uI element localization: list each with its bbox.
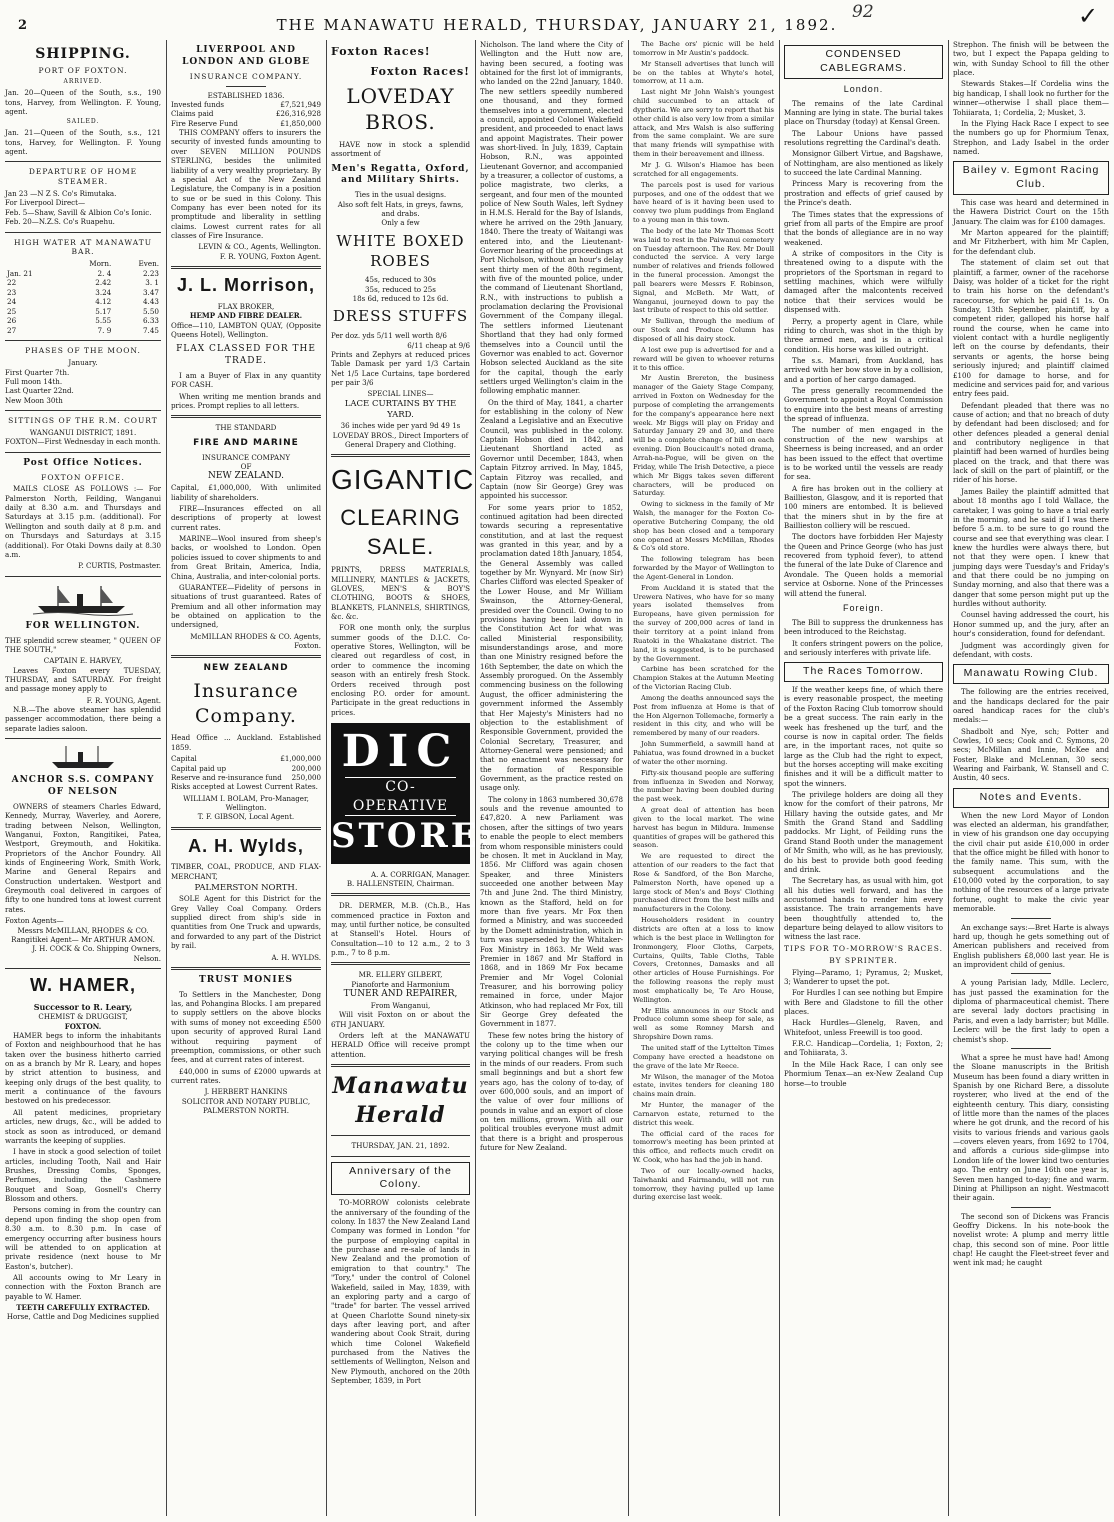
races-paragraph: The privilege holders are doing all they know for the comfort of their patrons, Mr Hillary having the outside gates, and Mr Smith the Grand Stand and Saddling paddocks. Mr Light, of Feilding runs the Grand Stand Booth under the management of Mr Smith, who will, as he has previously, do his best to provide both good feeding and drink. bbox=[784, 790, 943, 874]
cable-item: The Times states that the expressions of grief from all parts of the Empire are proof that the bonds of allegiance are in no way weakened. bbox=[784, 209, 943, 247]
robes-heading: WHITE BOXED ROBES bbox=[336, 231, 465, 270]
cable-item: The press generally recommended the Government to appoint a Royal Commission to enquire into the best means of arresting the spread of influenza. bbox=[784, 386, 943, 424]
dic-logo-sub: CO-OPERATIVE bbox=[345, 777, 456, 816]
bailey-paragraph: This case was heard and determined in the Hawera District Court on the 15th January. The claim was for £100 damages. bbox=[953, 198, 1109, 226]
lace-heading: LACE CURTAINS BY THE YARD. bbox=[344, 398, 457, 420]
court-heading: SITTINGS OF THE R.M. COURT bbox=[8, 416, 158, 426]
cable-item: The Labour Unions have passed resolutions regretting the Cardinal's death. bbox=[784, 128, 943, 148]
news-item: John Summerfield, a sawmill hand at Pahiatua, was found drowned in a bucket of water the other morning. bbox=[633, 740, 774, 766]
nzins-name: Insurance Company. bbox=[193, 680, 299, 728]
news-item: Owing to sickness in the family of Mr Walsh, the manager for the Foxton Co-operative Butchering Company, the old shop has been closed and a temporary one opened at Messrs McMillan, Rhodes & Co's old store. bbox=[633, 500, 774, 553]
bailey-heading: Bailey v. Egmont Racing Club. bbox=[953, 161, 1109, 195]
tip: Strephon. The finish will be between the two, but I expect the Papapa gelding to win, with Sunday School to fill the other place. bbox=[953, 40, 1109, 78]
column-6 bbox=[779, 40, 948, 1516]
morrison-sub2: HEMP AND FIBRE DEALER. bbox=[189, 311, 303, 321]
arrived-text: Jan. 20—Queen of the South, s.s., 190 tons, Harvey, from Wellington. F. Young, agent. bbox=[5, 88, 161, 116]
nzins-figure-row: Capital paid up 200,000 bbox=[171, 763, 321, 773]
robe-price: 18s 6d, reduced to 12s 6d. bbox=[352, 294, 449, 304]
article-paragraph: On the third of May, 1841, a charter for establishing in the colony of New Zealand a Legislative and an Executive Council, was published in the colony. Captain Hobson died in 1842, and Lieutenant Shortland acted as Governor until December, 1843, when Captain Fitzroy arrived. In May, 1845, Captain Fitzroy was recalled, and Captain (now Sir George) Grey was appointed his successor. bbox=[480, 397, 623, 501]
postmaster-sign: P. CURTIS, Postmaster. bbox=[78, 561, 161, 571]
hamer-p5: All accounts owing to Mr Leary in connection with the Foxton Branch are payable to W. Hamer. bbox=[5, 1272, 161, 1301]
hamer-town: FOXTON. bbox=[64, 1021, 102, 1031]
rowing-heading: Manawatu Rowing Club. bbox=[953, 664, 1109, 684]
news-item: Among the deaths announced says the Post from influenza at Home is that of the Hon Algernon Tollemache, formerly a resident in this city, and who will be remembered by many of our readers. bbox=[633, 693, 774, 738]
news-item: From Auckland it is stated that the Urewera Natives, who have for so many years isolated themselves from Europeans, have given permission for the survey of 200,000 acres of land in their territory at a point inland from Ruatoki in the Whakatane district. The land, it is suggested, is to be purchased by the Government. bbox=[633, 583, 774, 663]
check-mark-icon: ✓ bbox=[1078, 2, 1099, 30]
bailey-paragraph: The statement of claim set out that plaintiff, a farmer, owner of the racehorse Daisy, was holder of a ticket for the right to train his horse on the defendant's racecourse, for which he paid £1 1s. On Sunday, 13th September, plaintiff, by a competent rider, galloped his horse half round the course, when he came into violent contact with a hurdle negligently left on the course by defendants, their servants or agents, the horse being seriously injured; and plaintiff claimed £100 for damage to horse, and for medicine and services paid for, and various entry fees paid. bbox=[953, 258, 1109, 399]
news-item: Mr Sullivan, through the medium of our Stock and Produce Column has disposed of all his dairy stock. bbox=[633, 317, 774, 343]
dress-heading: DRESS STUFFS bbox=[332, 307, 469, 326]
nzins-figure-row: Capital £1,000,000 bbox=[171, 754, 321, 764]
news-item: A great deal of attention has been given to the local market. The wine harvest has begun in Mildura. Immense quantities of grapes will be gathered this season. bbox=[633, 806, 774, 850]
agent-sign: F. R. YOUNG, Agent. bbox=[86, 695, 161, 705]
sailed-label: SAILED. bbox=[66, 118, 100, 126]
post-office-heading: Post Office Notices. bbox=[23, 457, 143, 468]
anchor-agents: Messrs McMILLAN, RHODES & CO. bbox=[17, 925, 149, 935]
leaves-text: Leaves Foxton every TUESDAY, THURSDAY, and SATURDAY. For freight and passage money apply to bbox=[5, 665, 161, 694]
hamer-name: W. HAMER, bbox=[30, 974, 136, 995]
dic-logo-stores: STORES bbox=[331, 816, 508, 857]
notes-paragraph: When the new Lord Mayor of London was elected an alderman, his grandfather, in view of his grandson one day occupying the civil chair put aside £10,000 in order that the office might be filled with honor to the family name. This sum, with the subsequent accumulations and the £10,000 voted by the corporation, to say nothing of the resources of a large private fortune, ought to make the civic year memorable. bbox=[953, 810, 1109, 914]
races-heading: Foxton Races! bbox=[331, 45, 431, 58]
rowing-paragraph: The following are the entries received, and the handicaps declared for the pair oared handicap races for the club's medals:— bbox=[953, 687, 1109, 725]
tips-author: BY SPRINTER. bbox=[829, 955, 898, 965]
cable-item: Princess Mary is recovering from the prostration and effects of grief caused by the Prince's death. bbox=[784, 179, 943, 208]
standard-heading: THE STANDARD bbox=[215, 423, 277, 433]
standard-nz: NEW ZEALAND. bbox=[208, 471, 284, 482]
sale-items: PRINTS, DRESS MATERIALS, MILLINERY, MANTLES & JACKETS, GLOVES, MEN'S & BOY'S CLOTHING, BOOTS & SHOES, BLANKETS, FLANNELS, SHIRTINGS, &c. &c. bbox=[331, 565, 470, 622]
article-paragraph: For some years prior to 1852, continued agitation had been directed towards securing a representative constitution, and at last the request was granted in this year, and by a proclamation dated 18th January, 1854, the General Assembly was called together by Mr. Wynyard. Mr (now Sir) Charles Clifford was elected Speaker of the Lower House, and Mr William Swainson, the Attorney-General, presided over the Council. Owing to no provisions having been laid down in the Constitution Act for what was called Ministerial responsibility, misunderstandings arose, and more than one Ministry resigned before the 16th September, the date on which the Assembly prorogued. On the Assembly commencing business on the following August, the officer administering the government informed the Assembly that Her Majesty's Ministers had no objection to the establishment of Responsible Government, provided the Colonial Secretary, Treasurer, and Attorney-General were pensioned; and that no enactment was necessary for the formation of Responsible Government, as the practice rested on usage only. bbox=[480, 502, 623, 793]
wylds-text: SOLE Agent for this District for the Grey Valley Coal Company. Orders supplied direct from ship's side in quantities from One Truck and upwards, and forwarded to any part of the District by rail. bbox=[171, 894, 321, 951]
liverpool-sub: INSURANCE COMPANY. bbox=[189, 71, 303, 81]
standard-sub2: INSURANCE COMPANY bbox=[201, 452, 291, 462]
moon-heading: PHASES OF THE MOON. bbox=[25, 346, 141, 356]
standard-of: OF bbox=[240, 462, 252, 472]
trust-heading: TRUST MONIES bbox=[199, 974, 293, 985]
news-item: Two of our locally-owned hacks, Taiwhanki and Fairmandu, will not run tomorrow, they having pulled up lame during exercise last week. bbox=[633, 1166, 774, 1202]
moon-line: Last Quarter 22nd. bbox=[5, 386, 74, 396]
soft-hats: Also soft felt Hats, in greys, fawns, and drabs. bbox=[337, 199, 464, 218]
nzins-sign: WILLIAM I. BOLAM, Pro-Manager, Wellington. bbox=[183, 793, 309, 812]
lace-prices: 36 inches wide per yard 9d 49 1s bbox=[340, 421, 461, 431]
hankins-name: J. HERBERT HANKINS bbox=[204, 1087, 288, 1097]
tip: In the Mile Hack Race, I can only see Phormium Tenax—an ex-New Zealand Cup horse—to trouble bbox=[784, 1059, 943, 1088]
nzins-figure-row: Reserve and re-insurance fund 250,000 bbox=[171, 772, 321, 782]
hamer-p3: I have in stock a good selection of toilet articles, including Tooth, Nail and Hair Brushes, Dressing Combs, Sponges, Perfumes, including the Cashmere Bouquet and Soap, Gosnell's Cherry Blossom and others. bbox=[5, 1147, 161, 1204]
gilbert-name: MR. ELLERY GILBERT, bbox=[358, 970, 443, 980]
sailed-text: Jan. 21—Queen of the South, s.s., 121 tons, Harvey, for Wellington. F. Young agent. bbox=[5, 128, 161, 156]
teeth-notice: TEETH CAREFULLY EXTRACTED. bbox=[16, 1303, 150, 1313]
trust-text: To Settlers in the Manchester, Dong las, and Pohangina Blocks. I am prepared to supply settlers on the above blocks with sums of money not exceeding £500 upon security of approved Rural Land without requiring payment of preemption, commissions, or other such fees, and at current rates of interest. bbox=[171, 989, 321, 1065]
fund-row: Fire Reserve Fund £1,850,000 bbox=[171, 118, 321, 128]
anniversary-text: TO-MORROW colonists celebrate the anniversary of the founding of the colony. In 1837 the New Zealand Land Company was formed in London "for the purpose of employing capital in the purchase and re-sale of lands in New Zealand and the promotion of emigration to that country." The "Tory," under the control of Colonel Wakefield, sailed in May, 1839, with an exploring party and a cargo of "trade" for barter. The vessel arrived at Queen Charlotte Sound ninety-six days after leaving port, and after wandering about Cook Strait, during which time Colonel Wakefield purchased from the Natives the settlements of Wellington, Nelson and New Plymouth, anchored on the 20th September, 1839, in Port bbox=[331, 1198, 470, 1386]
column-1 bbox=[0, 40, 166, 1516]
cable-item: The remains of the late Cardinal Manning are lying in state. The burial takes place on Thursday (today) at Kensal Green. bbox=[784, 98, 943, 127]
corrigan-sign: A. A. CORRIGAN, Manager. bbox=[371, 869, 470, 879]
handwritten-page-mark: 92 bbox=[852, 2, 874, 22]
anchor-heading: ANCHOR S.S. COMPANY OF NELSON bbox=[11, 775, 155, 797]
departure-line: Feb. 5—Shaw, Savill & Albion Co's Ionic. bbox=[5, 207, 152, 217]
anchor-agents-label: Foxton Agents— bbox=[5, 916, 64, 926]
hankins-sub: SOLICITOR AND NOTARY PUBLIC, PALMERSTON NORTH. bbox=[181, 1096, 311, 1116]
nzins-heading: NEW ZEALAND bbox=[203, 663, 289, 674]
column-3 bbox=[326, 40, 508, 1516]
tuner-text: Will visit Foxton on or about the 6TH JANUARY. bbox=[331, 1010, 470, 1029]
post-office-text: MAILS CLOSE AS FOLLOWS :— For Palmerston North, Feilding, Wanganui daily at 8.30 a.m. and Thursdays and Saturdays at 3.15 p.m. (additional). For Wellington and south daily at 8 p.m. and on Thursdays and Saturdays at 3.15 (additional). For Otaki Downs daily at 8.30 a.m. bbox=[5, 484, 161, 559]
tip: For Hurdles I can see nothing but Empire with Bere and Gladstone to fill the other places. bbox=[784, 988, 943, 1017]
bailey-paragraph: Defendant pleaded that there was no cause of action; and that no breach of duty by defendant had been disclosed; and for other defences pleaded a general denial and contributory negligence in that plaintiff had been warned of hurdles being placed on the track, and that there was lack of skill on the part of plaintiff, or the rider of his horse. bbox=[953, 400, 1109, 485]
table-row: 24 4.12 4.43 bbox=[7, 297, 159, 307]
bailey-paragraph: Mr Marton appeared for the plaintiff; and Mr Fitzherbert, with him Mr Caplen, for the defendant club. bbox=[953, 228, 1109, 256]
prints-text: Prints and Zephyrs at reduced prices Table Damask per yard 1/3 Cartain Net 1/5 Lace Curtains, tape bordered per pair 3/6 bbox=[331, 349, 470, 387]
wylds-name: A. H. Wylds, bbox=[188, 835, 304, 856]
sale-text: FOR one month only, the surplus summer goods of the D.I.C. Co-operative Stores, Wellington, will be cleared out regardless of cost, in order to commence the incoming season with an entirely fresh Stock. Orders received through post enclosing P.O. order for amount. Participate in the great reductions in prices. bbox=[331, 623, 470, 717]
tide-table bbox=[5, 259, 161, 335]
tide-heading: HIGH WATER AT MANAWATU BAR. bbox=[13, 237, 153, 257]
paper-date: THURSDAY, JAN. 21, 1892. bbox=[351, 1141, 450, 1151]
cable-item: It confers stringent powers on the police, and seriously interferes with private life. bbox=[784, 638, 943, 657]
paper-name: Manawatu Herald bbox=[332, 1073, 469, 1129]
loveday-sign: LOVEDAY BROS., Direct Importers of General Drapery and Clothing. bbox=[332, 430, 469, 449]
anchor-sign: J. H. COCK & Co. Shipping Owners, Nelson. bbox=[32, 944, 161, 963]
only-few: Only a few bbox=[381, 218, 420, 228]
table-row: Jan. 21 2. 4 2.23 bbox=[7, 268, 159, 278]
news-item: A lost ewe pup is advertised for and a reward will be given to whoever returns it to this office. bbox=[633, 345, 774, 372]
cable-item: Monsignor Gilbert Virtue, and Bagshawe, of Nottingham, are also mentioned as likely to succeed the late Cardinal Manning. bbox=[784, 149, 943, 178]
table-row: 23 3.24 3.47 bbox=[7, 287, 159, 297]
london-heading: London. bbox=[843, 83, 884, 94]
hamer-p4: Persons coming in from the country can depend upon finding the shop open from 8.30 a.m. to 8.30 p.m. In case of emergency occurring after business hours will be attended to on application at private residence (next house to Mr Easton's, butcher). bbox=[5, 1205, 161, 1271]
news-item: Householders resident in country districts are often at a loss to know which is the best place in Wellington for Ironmongery, Floor Cloths, Carpets, Curtains, Quilts, Table Cloths, Table Covers, Cretonnes, Damasks and all other articles of House Furnishings. For the following reasons the reply must most emphatically be, Te Aro House, Wellington. bbox=[633, 916, 774, 1004]
page-number: 2 bbox=[18, 18, 28, 33]
gilbert-sub: Pianoforte and Harmonium bbox=[351, 979, 450, 989]
cable-item: Perry, a property agent in Clare, while riding to church, was shot in the thigh by three armed men, and is in a critical condition. His horse was killed outright. bbox=[784, 316, 943, 354]
bailey-paragraph: Judgment was accordingly given for defendant, with costs. bbox=[953, 640, 1109, 659]
races-paragraph: If the weather keeps fine, of which there is every reasonable prospect, the meeting of the Foxton Racing Club tomorrow should be a great success. The rain early in the week has freshened up the turf, and the course is now in capital order. The fields are, in the important races, not quite so large as the Club had the right to expect, but the horses accepting will make exciting finishes and it will be a difficult matter to spot the winners. bbox=[784, 685, 943, 788]
newspaper-title: THE MANAWATU HERALD, THURSDAY, JANUARY 21, 1892. bbox=[276, 16, 838, 34]
notes-paragraph: What a spree he must have had! Among the Sloane manuscripts in the British Museum has been found a diary written in Spanish by one Richard Bere, a dissolute roysterer, who lived at the end of the eighteenth century. This diary, consisting of little more than the names of the places where he got drunk, and the record of his visits to various friends and various gaols—covers eleven years, from 1692 to 1704, and affords a curious side-glimpse into London life of the lower kind two centuries ago. The entry on June 16th one year is, Seven men hanged to-day; fine and warm. Dining at Phillipson an night. Westmacott their again. bbox=[953, 1052, 1109, 1203]
tip: Flying—Paramo, 1; Pyramus, 2; Musket, 3; Wanderer to upset the pot. bbox=[784, 967, 943, 986]
tide-col-head: Morn. bbox=[89, 259, 112, 269]
horse-medicines: Horse, Cattle and Dog Medicines supplied bbox=[6, 1312, 160, 1322]
flax-heading: FLAX CLASSED FOR THE TRADE. bbox=[176, 344, 316, 367]
trust-text2: £40,000 in sums of £2000 upwards at current rates. bbox=[171, 1066, 321, 1085]
news-item: The Bache ors' picnic will be held tomorrow in Mr Austin's paddock. bbox=[633, 40, 774, 57]
nb-text: N.B.—The above steamer has splendid passenger accommodation, there being a separate ladies saloon. bbox=[5, 705, 161, 733]
departure-line: For Liverpool Direct— bbox=[5, 198, 86, 208]
news-item: The parcels post is used for various purposes, and one of the oddest that we have heard of is it having been used to convey two plum puddings from England to a young man in this town. bbox=[633, 180, 774, 225]
dic-logo bbox=[331, 723, 508, 864]
news-item: The united staff of the Lyttelton Times Company have erected a headstone on the grave of the late Mr Reece. bbox=[633, 1043, 774, 1070]
liverpool-agents: LEVIN & CO., Agents, Wellington. bbox=[198, 242, 321, 252]
masthead bbox=[0, 0, 1114, 44]
special-lines: SPECIAL LINES— bbox=[367, 389, 434, 399]
flax-text2: When writing me mention brands and prices. Prompt replies to all letters. bbox=[171, 391, 321, 411]
loveday-name: LOVEDAY BROS. bbox=[346, 84, 455, 135]
established: ESTABLISHED 1836. bbox=[207, 90, 285, 100]
news-item: Fifty-six thousand people are suffering from influenza in Sweden and Norway, the number having been doubled during the past week. bbox=[633, 768, 774, 804]
dress-price: Per doz. yds 5/11 well worth 8/6 bbox=[331, 331, 447, 341]
shipping-heading: SHIPPING. bbox=[35, 46, 131, 62]
standard-marine: MARINE—Wool insured from sheep's backs, or woolshed to London. Open policies issued to cover shipments to and from Great Britain, America, India, China, Australia, and inter-colonial ports. bbox=[171, 534, 321, 581]
tip: F.R.C. Handicap—Cordelia, 1; Foxton, 2; and Tohiiarata, 3. bbox=[784, 1039, 943, 1058]
morrison-name: J. L. Morrison, bbox=[176, 275, 315, 296]
robe-price: 45s, reduced to 30s bbox=[365, 275, 436, 285]
court-text: FOXTON—First Wednesday in each month. bbox=[5, 437, 161, 447]
column-5 bbox=[628, 40, 779, 1516]
foreign-heading: Foreign. bbox=[842, 602, 885, 613]
flax-text: I am a Buyer of Flax in any quantity FOR CASH. bbox=[171, 371, 321, 390]
news-item: The following telegram has been forwarded by the Mayor of Wellington to the Agent-General in London. bbox=[633, 555, 774, 581]
notes-heading: Notes and Events. bbox=[953, 788, 1109, 808]
post-office-sub: FOXTON OFFICE. bbox=[41, 472, 125, 482]
news-item: Mr Ellis announces in our Stock and Produce column some sheep for sale, as well as some Romney Marsh and Shropshire Down rams. bbox=[633, 1006, 774, 1042]
hamer-sub: Successor to R. Leary, bbox=[33, 1001, 133, 1012]
column-7 bbox=[948, 40, 1114, 1516]
morrison-sub: FLAX BROKER, bbox=[217, 301, 275, 311]
tuner-heading: TUNER AND REPAIRER, bbox=[343, 989, 458, 1000]
races-tomorrow-heading: The Races Tomorrow. bbox=[784, 662, 943, 682]
cable-item: A fire has broken out in the colliery at Baillieston, Glasgow, and it is reported that 100 miners are entombed. It is believed that the miners shut in by the fire at Baillieston colliery will be rescued. bbox=[784, 483, 943, 531]
morrison-office: Office—110, LAMBTON QUAY, (Opposite Queens Hotel), Wellington. bbox=[171, 320, 321, 339]
anniversary-heading: Anniversary of the Colony. bbox=[331, 1162, 470, 1196]
news-item: Mr Wilson, the manager of the Motoa estate, invites tenders for cleaning 180 chains main drain. bbox=[633, 1072, 774, 1099]
news-item: The body of the late Mr Thomas Scott was laid to rest in the Paiwanui cemetery on Tuesday afternoon. The Rev. Mr Doull conducted the service. A very large number of relatives and friends followed in the funeral procession. Amongst the pall bearers were Messrs F. Robinson, Signal, and McBeth. Mr Watt, of Wanganui, journeyed down to pay the last tribute of respect to this old settler. bbox=[633, 226, 774, 315]
wellington-heading: FOR WELLINGTON. bbox=[25, 620, 141, 631]
steamship-icon bbox=[33, 582, 133, 616]
robe-price: 35s, reduced to 25s bbox=[365, 284, 436, 294]
arrived-label: ARRIVED. bbox=[63, 78, 103, 86]
column-2 bbox=[166, 40, 326, 1516]
anchor-ship-icon bbox=[48, 744, 118, 770]
news-item: Mr Hunter, the manager of the Carnarvon estate, returned to the district this week. bbox=[633, 1101, 774, 1127]
moon-line: First Quarter 7th. bbox=[5, 367, 70, 377]
cable-item: The number of men engaged in the construction of the new warships at Sheerness is being increased, and an order has been issued to the effect that overtime is to be worked until the vessels are ready for sea. bbox=[784, 425, 943, 482]
cablegrams-heading: CONDENSED CABLEGRAMS. bbox=[784, 45, 943, 79]
moon-line: Full moon 14th. bbox=[5, 376, 63, 386]
tuner-sub: From Wanganui, bbox=[370, 1000, 431, 1010]
dermer-text: DR. DERMER, M.B. (Ch.B., Has commenced practice in Foxton and may, until further notice, be consulted at Stansell's Hotel. Hours of Consultation—10 to 12 a.m., 2 to 3 p.m., 7 to 8 p.m. bbox=[331, 901, 470, 958]
rowing-paragraph: Shadbolt and Nye, sch; Potter and Cowles, 10 secs; Cook and C. Symons, 20 secs; McMillan and Innie, McKee and Foster, Blake and McLennan, 30 secs; Wearing and Fairbank, W. Stansell and C. Austin, 40 secs. bbox=[953, 726, 1109, 783]
anchor-rangitikei: Rangitikei Agent— Mr ARTHUR AMON. bbox=[11, 934, 155, 944]
liverpool-foxton: F. R. YOUNG, Foxton Agent. bbox=[219, 251, 321, 261]
hallenstein-sign: B. HALLENSTEIN, Chairman. bbox=[346, 878, 455, 888]
article-paragraph: These few notes bring the history of the colony up to the time when our varying political changes will be fresh in the minds of our readers. From such small beginnings and but a short few years ago, has the colony of to-day, of over 600,000 souls, and an import of the value of over four millions of pounds in value and an export of close on ten millions, grown. With all our political troubles everyone must admit that there is a bright and prosperous future for New Zealand. bbox=[480, 1030, 623, 1153]
ties: Ties in the usual designs. bbox=[354, 190, 447, 200]
news-item: Last night Mr John Walsh's youngest child succumbed to an attack of dyptheria. We are sorry to report that his other child is also very low from a similar attack, and Mrs Walsh is also suffering from the same complaint. We are sure that many friends will sympathise with them in their bereavement and illness. bbox=[633, 88, 774, 159]
bailey-paragraph: Counsel having addressed the court, his Honor summed up, and the jury, after an hour's consideration, found for defendant. bbox=[953, 610, 1109, 639]
table-row: 26 5.55 6.33 bbox=[7, 316, 159, 326]
anchor-text: OWNERS of steamers Charles Edward, Kennedy, Murray, Waverley, and Aorere, trading between Nelson, Wellington, Wanganui, Foxton, Rangitikei, Patea, Westport, Greymouth, and Hokitika. Proprietors of the Anchor Foundry. All kinds of Engineering Work, Smith Work, Marine and General Repairs and Construction undertaken. Westport and Greymouth coal delivered in cargoes of fifty to one hundred tons at lowest current rates. bbox=[5, 801, 161, 914]
cable-item: The Bill to suppress the drunkenness has been introduced to the Reichstag. bbox=[784, 617, 943, 637]
departure-heading: DEPARTURE OF HOME STEAMER. bbox=[28, 167, 138, 187]
news-item: Mr J. G. Wilson's Hiamoe has been scratched for all engagements. bbox=[633, 160, 774, 178]
nzins-text: Risks accepted at Lowest Current Rates. bbox=[171, 782, 318, 792]
dic-logo-text: DIC bbox=[341, 725, 460, 777]
tip: In the Flying Hack Race I expect to see the numbers go up for Phormium Tenax, Strephon, and Lady Isabel in the order named. bbox=[953, 118, 1109, 156]
bailey-paragraph: James Bailey the plaintiff admitted that about 18 months ago I told Wallace, the caretaker, I was going to have a trial early in the morning, and he said if I was there before 5 a.m. to be sure to go round the course and see that everything was clear. I knew the hurdles were always there, but not that they were open. I knew that jumping days were Tuesday's and Friday's and that there could be no jumping on Sunday morning, and also that there was a danger that some person might put up the hurdles without authority. bbox=[953, 486, 1109, 609]
nzins-sign2: T. F. GIBSON, Local Agent. bbox=[197, 812, 295, 822]
wylds-town: PALMERSTON NORTH. bbox=[194, 883, 298, 894]
port-label: PORT OF FOXTON. bbox=[38, 66, 128, 76]
departure-line: Jan 23 —N Z S. Co's Rimutaka. bbox=[5, 189, 117, 199]
notes-paragraph: An exchange says:—Bret Harte is always hard up, though he gets something out of American publishers and received from English publishers £8,000 last year. He is an improvident child of genius. bbox=[953, 922, 1109, 969]
tips-heading: TIPS FOR TO-MORROW'S RACES. bbox=[784, 943, 943, 953]
cable-item: The s.s. Mamari, from Auckland, has arrived with her bow stove in by a collision, and a portion of her cargo damaged. bbox=[784, 355, 943, 384]
cable-item: A strike of compositors in the City is threatened owing to a dispute with the proprietors of the Sportsman in regard to settling machines, which were wilfully damaged after the malcontents received notice that their services would be dispensed with. bbox=[784, 248, 943, 315]
hamer-p2: All patent medicines, proprietary articles, new drugs, &c., will be added to stock as soon as introduced, or demand warrants the keeping of supplies. bbox=[5, 1107, 161, 1145]
standard-sub: FIRE AND MARINE bbox=[193, 437, 299, 448]
hamer-text: HAMER begs to inform the inhabitants of Foxton and neighbourhood that he has taken over the business hitherto carried on as a branch by Mr R. Leary, and hopes by strict attention to business, and keeping only drugs of the best quality, to merit a continuance of the favours bestowed on his predecessor. bbox=[5, 1030, 161, 1106]
tip: Stewards Stakes—If Cordelia wins the big handicap, I shall look no further for the winner—otherwise I shall place them—Tohiiarata, 1; Cordelia, 2; Musket, 3. bbox=[953, 79, 1109, 117]
table-row: 27 7. 9 7.45 bbox=[7, 325, 159, 335]
clearing-heading: CLEARING SALE. bbox=[340, 505, 461, 560]
tuner-orders: Orders left at the MANAWATU HERALD Office will receive prompt attention. bbox=[331, 1031, 470, 1059]
hamer-sub2: CHEMIST & DRUGGIST, bbox=[38, 1012, 128, 1022]
dress-price: 6/11 cheap at 9/6 bbox=[407, 340, 470, 350]
wylds-sub: TIMBER, COAL, PRODUCE, AND FLAX-MERCHANT, bbox=[171, 862, 321, 881]
column-4 bbox=[475, 40, 628, 1516]
wylds-sign: A. H. WYLDS. bbox=[271, 952, 321, 962]
tide-col-head: Even. bbox=[138, 259, 159, 269]
fund-row: Claims paid £26,316,928 bbox=[171, 109, 321, 119]
mens-shirts: Men's Regatta, Oxford, and Military Shirts. bbox=[331, 163, 470, 186]
article-paragraph: The colony in 1863 numbered 30,678 souls and the revenue amounted to £47,820. A new Parliament was chosen, after the sittings of two years to enable the people to elect members from whom responsible ministers could be chosen. It met in Auckland in May, 1856. Mr Clifford was again chosen Speaker, and three Ministers succeeded one another between May 7th and June 2nd. The third Ministry, known as the Stafford, held on for more than five years. Mr Fox then formed a Ministry, and was succeeded by the Domett administration, which in turn was superseded by the Whitaker-Fox Ministry in 1863. Mr Weld was Premier in 1867 and Mr Stafford in 1868, and in 1869 Mr Fox became Premier and Mr Vogel Colonial Treasurer, and his borrowing policy remained in force, under Major Atkinson, who had replaced Mr Fox, till Sir George Grey defeated the Government in 1877. bbox=[480, 794, 623, 1029]
news-item: We are requested to direct the attention of our readers to the fact that Rose & Sandford, of the Bon Marche, Palmerston North, have opened up a large stock of Men's and Boys' Clothing purchased direct from the best mills and manufacturers in the Colony. bbox=[633, 852, 774, 914]
standard-fire: FIRE—Insurances effected on all descriptions of property at lowest current rates. bbox=[171, 504, 321, 532]
news-item: Carbine has been scratched for the Champion Stakes at the Autumn Meeting of the Victorian Racing Club. bbox=[633, 665, 774, 692]
captain: CAPTAIN E. HARVEY, bbox=[43, 656, 123, 666]
news-item: Mr Austin Brereton, the business manager of the Gaiety Stage Company, arrived in Foxton on Wednesday for the purpose of completing the arrangements for the company's appearance here next week. Mr Biggs will play on Friday and Saturday January 29 and 30, and there will be a complete change of bill on each evening. Dion Boucicault's noted drama, Arrah-na-Pogue, will be given on the Friday, while The Irish Detective, a piece which Mr Biggs takes seven different characters, will be produced on Saturday. bbox=[633, 374, 774, 498]
tip: Hack Hurdles—Glenelg, Raven, and Whitefoot, unless Freewill is too good. bbox=[784, 1018, 943, 1037]
moon-line: New Moon 30th bbox=[5, 395, 63, 405]
table-row: 22 2.42 3. 1 bbox=[7, 278, 159, 288]
liverpool-text: THIS COMPANY offers to insurers the security of invested funds amounting to over SEVEN MILLION POUNDS STERLING, besides the unlimited liability of a very wealthy proprietary. By a special Act of the New Zealand Legislature, the Company is in a position to sue or be sued in this Colony. This Company has ever been noted for its promptitude and liberality in settling claims. Lowest current rates for all classes of Fire Insurance. bbox=[171, 128, 321, 241]
moon-month: January. bbox=[68, 358, 98, 368]
departure-line: Feb. 20—N.Z.S. Co's Ruapehu. bbox=[5, 217, 115, 227]
fund-row: Invested funds £7,521,949 bbox=[171, 100, 321, 109]
races-sub: Foxton Races! bbox=[370, 64, 470, 78]
notes-paragraph: The second son of Dickens was Francis Geoffry Dickens. In his note-book the novelist wrote: A plump and merry little chap, this second son of mine. Poor little chap! He caught the Fleet-street fever and went ink mad; he caught bbox=[953, 1211, 1109, 1268]
article-paragraph: Nicholson. The land where the City of Wellington and the Hutt now are, having been secured, a footing was obtained for the first lot of immigrants, who landed on the 22nd January, 1840. The new settlers speedily numbered one thousand, and they formed themselves into a government, elected a council, appointed Colonel Wakefield president, and proceeded to enact laws and appoint Magistrates. Their power was short-lived. In July, 1839, Captain Hobson, R.N., was appointed Lieutenant Governor, and accompanied by a treasurer, a collector of customs, a police magistrate, two clerks, a sergeant, and four men of the mounted police of New South Wales, left Sydney in H.M.S. Herald for the Bay of Islands, where he arrived on the 29th January, 1840. There the treaty of Waitangi was entered into, and the Lieutenant-Governor hearing of the proceedings at Port Nicholson, without an hour's delay sent thirty men of the 80th regiment, with five of the mounted police, under the command of Lieutenant Shortland, R.N., with instructions to publish a proclamation declaring the Provisional Government of the Company illegal. The settlers informed Lieutenant Shortland that they had only formed themselves into a Council until the Governor was enabled to act. Governor Hobson selected Auckland as the site for the capital, though the early settlers urged Wellington's claim in the following emphatic manner. bbox=[480, 40, 623, 396]
standard-capital: Capital, £1,000,000, With unlimited liability of shareholders. bbox=[171, 483, 321, 502]
races-paragraph: The Secretary has, as usual with him, got all his duties well forward, and has the accustomed hands to render him every assistance. The train arrangements have been thoughtfully attended to, the departure being delayed to allow visitors to witness the last race. bbox=[784, 876, 943, 942]
liverpool-heading: LIVERPOOL AND LONDON AND GLOBE bbox=[182, 45, 310, 67]
news-item: Mr Stansell advertises that lunch will be on the tables at Whyte's hotel, tomorrow, at 11 a.m. bbox=[633, 59, 774, 86]
table-row: 25 5.17 5.50 bbox=[7, 306, 159, 316]
nzins-office: Head Office ... Auckland. Established 1859. bbox=[171, 733, 321, 752]
cable-item: The doctors have forbidden Her Majesty the Queen and Prince George (who has just recovered from typhoid fever), to attend the funeral of the late Duke of Clarence and Avondale. The Queen holds a memorial service at Osborne. None of the Princesses will attend the funeral. bbox=[784, 532, 943, 598]
standard-sign: McMILLAN RHODES & CO. Agents, Foxton. bbox=[190, 631, 321, 651]
standard-guarantee: GUARANTEE—Fidelity of persons in situations of trust guaranteed. Rates of Premium and all other information may be obtained on application to the undersigned, bbox=[171, 582, 321, 630]
court-sub: WANGANUI DISTRICT, 1891. bbox=[29, 427, 137, 437]
loveday-text: HAVE now in stock a splendid assortment of bbox=[331, 139, 470, 159]
notes-paragraph: A young Parisian lady, Mdlle. Leclerc, has just passed the examination for the diploma of pharmaceutical chemist. There are several lady doctors practising in Paris, and even a lady barrister; but Mdlle. Leclerc will be the first lady to open a chemist's shop. bbox=[953, 978, 1109, 1044]
gigantic-heading: GIGANTIC bbox=[331, 464, 475, 496]
news-item: The official card of the races for tomorrow's meeting has been printed at this office, and reflects much credit on W. Cook, who has had the job in hand. bbox=[633, 1129, 774, 1165]
wellington-text: THE splendid screw steamer, " QUEEN OF THE SOUTH," bbox=[5, 635, 161, 654]
